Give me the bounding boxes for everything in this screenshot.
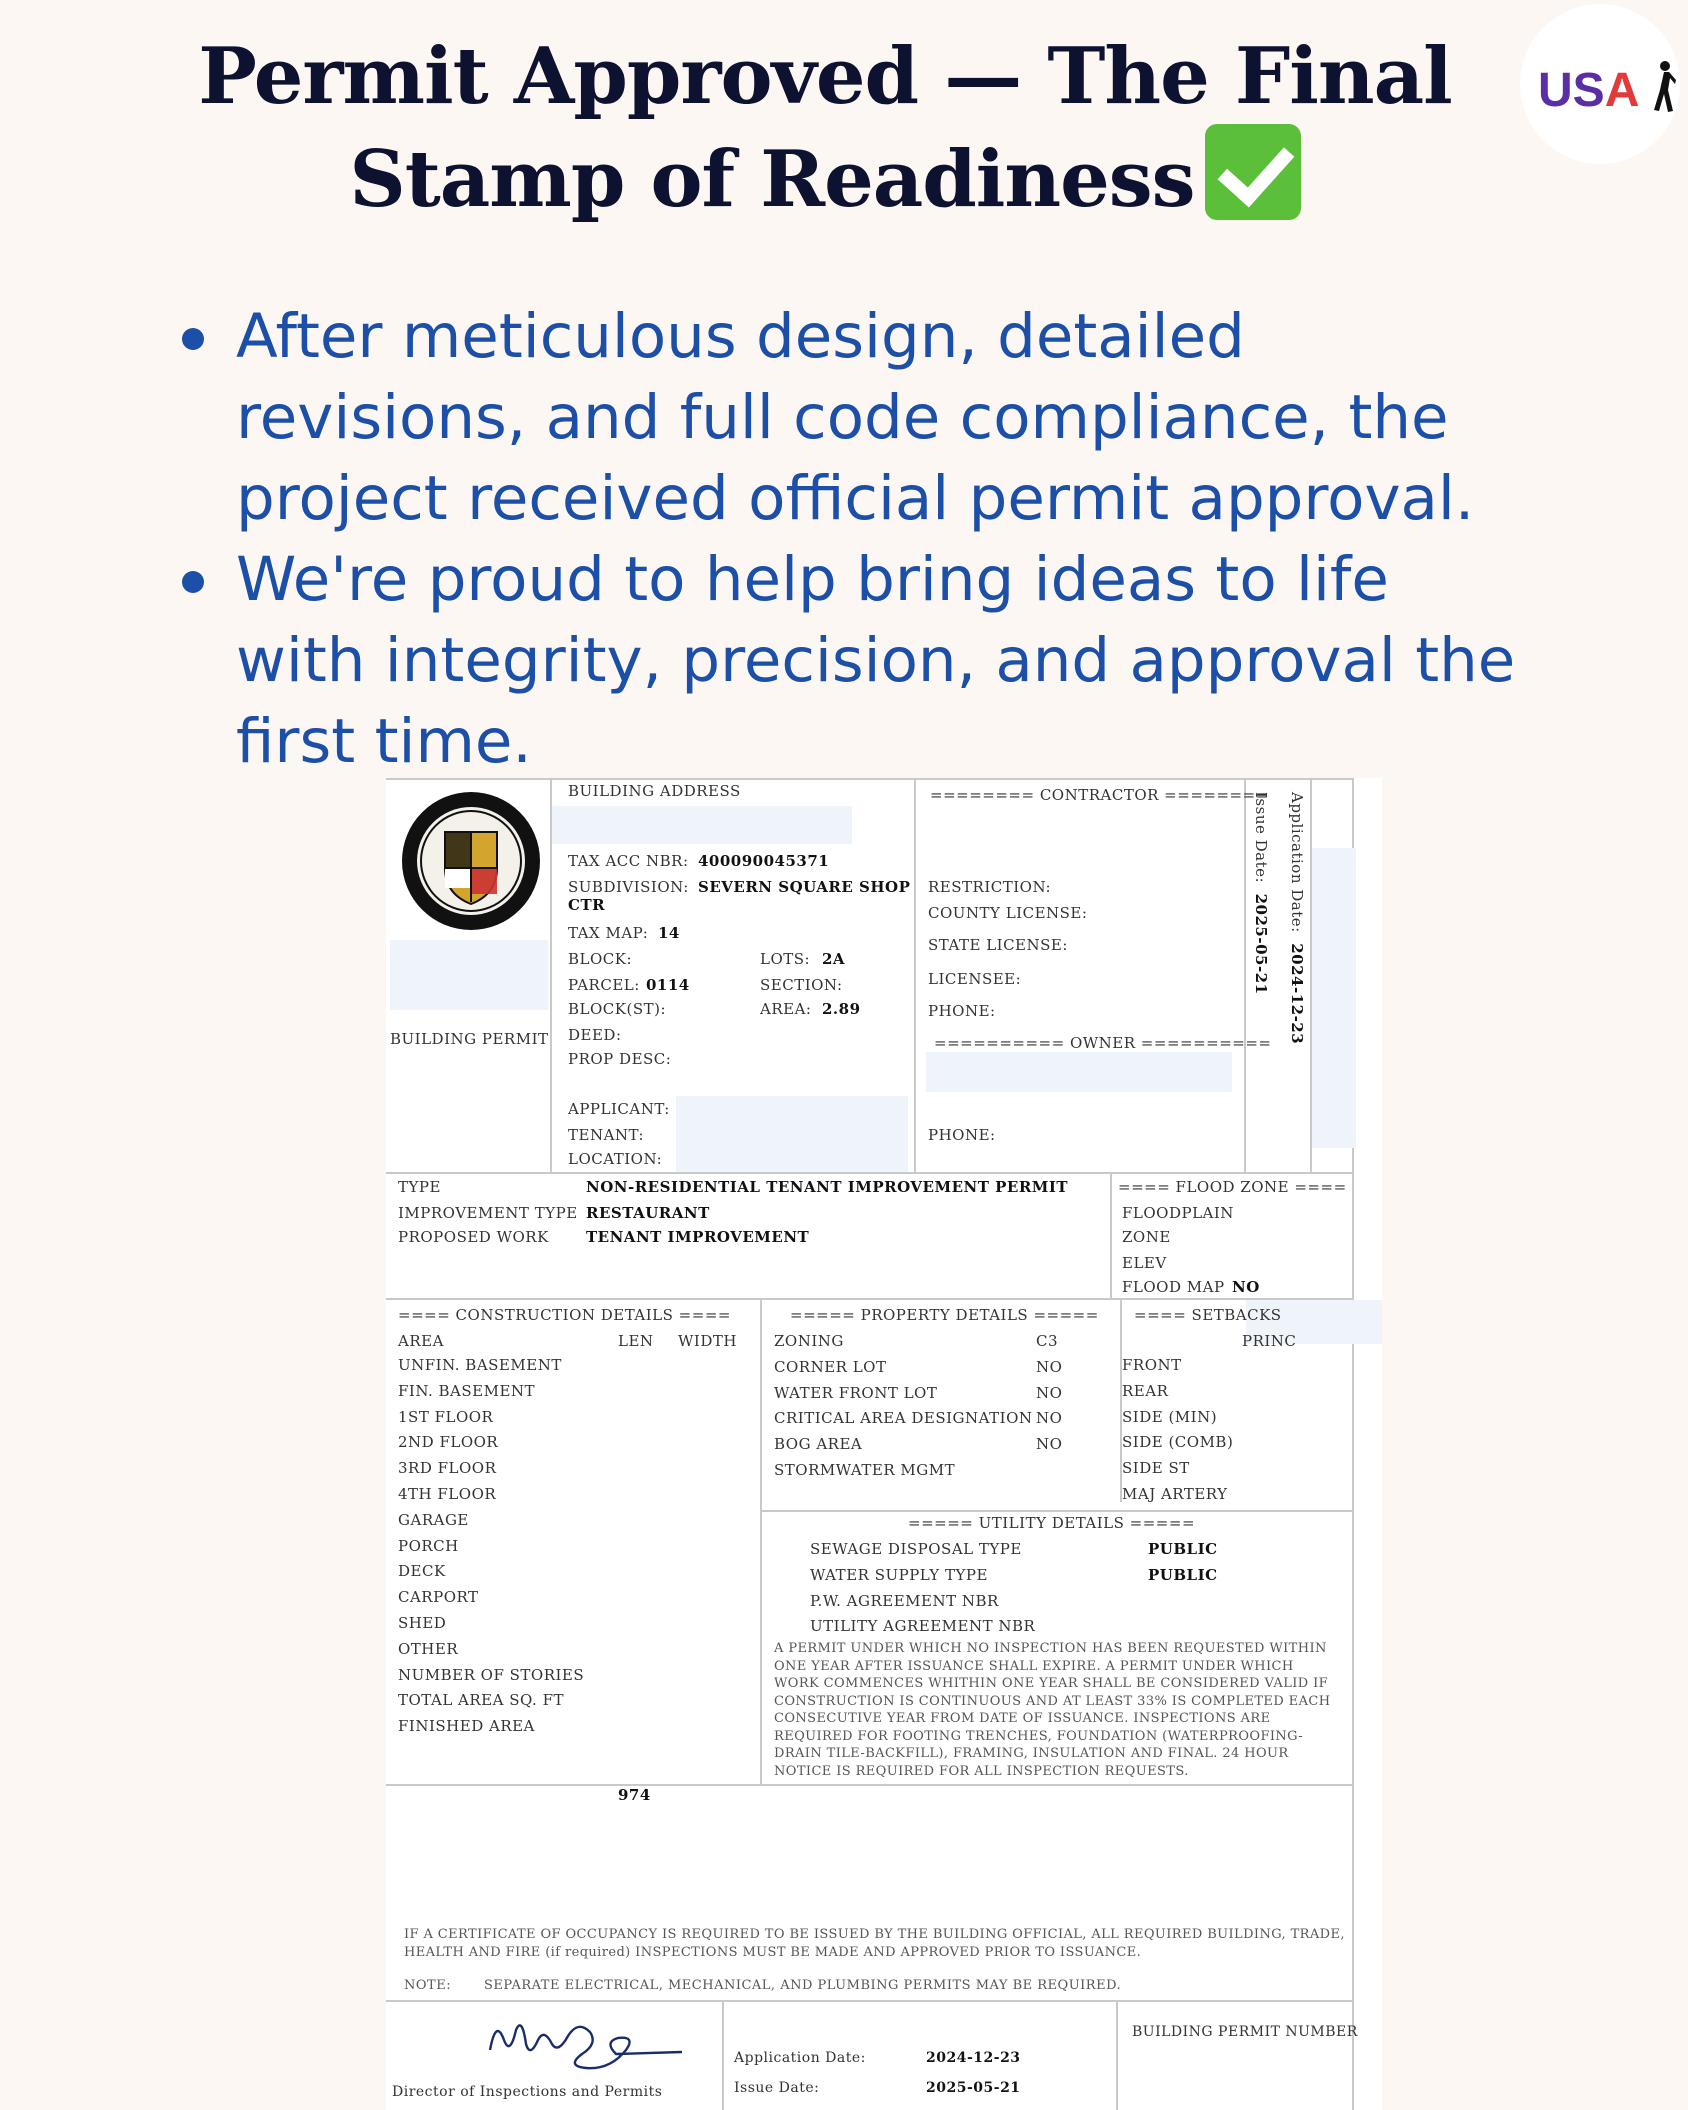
block-label: BLOCK: (568, 950, 633, 968)
setbacks-header: ==== SETBACKS (1134, 1306, 1282, 1324)
parcel-label: PARCEL: (568, 976, 640, 994)
utility-row-label: WATER SUPPLY TYPE (810, 1565, 988, 1584)
lots-label: LOTS: (760, 950, 811, 968)
redacted-address (552, 806, 852, 844)
setbacks-row-label: MAJ ARTERY (1122, 1485, 1228, 1503)
property-row-label: WATER FRONT LOT (774, 1383, 938, 1402)
construction-col-width: WIDTH (678, 1332, 737, 1350)
prop-desc-label: PROP DESC: (568, 1050, 672, 1068)
subdivision-label: SUBDIVISION: (568, 878, 689, 896)
application-date-vertical: Application Date: 2024-12-23 (1288, 792, 1306, 1045)
utility-row-label: UTILITY AGREEMENT NBR (810, 1617, 1036, 1636)
redacted-side (1312, 848, 1356, 1148)
parcel-value: 0114 (646, 976, 690, 994)
state-license-label: STATE LICENSE: (928, 936, 1068, 954)
setbacks-row-label: SIDE ST (1122, 1459, 1190, 1478)
construction-row-label: CARPORT (398, 1588, 479, 1607)
area-value: 2.89 (822, 1000, 861, 1018)
bullet-list (180, 296, 1520, 782)
note-label: NOTE: (404, 1978, 452, 1993)
issue-date-label: Issue Date: (734, 2080, 820, 2096)
tax-acc-value: 400090045371 (698, 852, 830, 870)
bullet-item: We're proud to help bring ideas to life with integrity, precision, and approval the first time. (180, 539, 1520, 782)
property-row-value: NO (1036, 1357, 1063, 1376)
area-label: AREA: (760, 1000, 812, 1018)
setbacks-row-label: SIDE (COMB) (1122, 1433, 1234, 1452)
issue-date-vertical: Issue Date: 2025-05-21 (1252, 792, 1270, 995)
building-permit-number-label: BUILDING PERMIT NUMBER (1132, 2024, 1358, 2040)
building-permit-document (386, 778, 1382, 2110)
flood-zone-header: ==== FLOOD ZONE ==== (1118, 1178, 1347, 1196)
construction-row-label: PORCH (398, 1536, 459, 1555)
proposed-work-value: TENANT IMPROVEMENT (586, 1228, 810, 1246)
applicant-label: APPLICANT: (568, 1100, 670, 1118)
property-row-label: CRITICAL AREA DESIGNATION (774, 1409, 1033, 1428)
construction-row-label: DECK (398, 1562, 446, 1581)
deed-label: DEED: (568, 1026, 622, 1044)
property-row-value: NO (1036, 1409, 1063, 1428)
construction-col-len: LEN (618, 1332, 654, 1350)
utility-header: ===== UTILITY DETAILS ===== (908, 1514, 1196, 1532)
title-line-2: Stamp of Readiness (349, 134, 1195, 225)
expiry-notice: A PERMIT UNDER WHICH NO INSPECTION HAS BEEN REQUESTED WITHIN ONE YEAR AFTER ISSUANCE SHALL EXPIRE. A PERMIT UNDER WHICH WORK COMMENCES WHITHIN ONE YEAR SHALL BE CONSIDERED VALID IF CONSTRUCTION IS CONTINUOUS AND AT LEAST 33% IS COMPLETED EACH CONSECUTIVE YEAR FROM DATE OF ISSUANCE. INSPECTIONS ARE REQUIRED FOR FOOTING TRENCHES, FOUNDATION (WATERPROOFING-DRAIN TILE-BACKFILL), FRAMING, INSULATION AND FINAL. 24 HOUR NOTICE IS REQUIRED FOR ALL INSPECTION REQUESTS. (774, 1641, 1331, 1779)
construction-row-label: 2ND FLOOR (398, 1433, 499, 1452)
restriction-label: RESTRICTION: (928, 878, 1052, 896)
county-license-label: COUNTY LICENSE: (928, 904, 1088, 922)
improvement-type-label: IMPROVEMENT TYPE (398, 1204, 578, 1222)
page-title (120, 30, 1530, 227)
proposed-work-label: PROPOSED WORK (398, 1228, 549, 1246)
application-date-label: Application Date: (734, 2050, 866, 2066)
property-row-label: CORNER LOT (774, 1357, 887, 1376)
lots-value: 2A (822, 950, 846, 968)
subdivision-value: SEVERN SQUARE SHOP (698, 878, 911, 896)
flood-map-label: FLOOD MAP (1122, 1278, 1225, 1296)
property-row-value: NO (1036, 1435, 1063, 1454)
construction-row-label: GARAGE (398, 1510, 469, 1529)
setbacks-row-label: REAR (1122, 1381, 1169, 1400)
construction-row-label: OTHER (398, 1639, 459, 1658)
property-row-label: BOG AREA (774, 1435, 863, 1454)
zone-label: ZONE (1122, 1228, 1171, 1246)
title-line-1: Permit Approved — The Final (198, 31, 1452, 122)
construction-row-label: TOTAL AREA SQ. FT (398, 1691, 564, 1710)
bullet-dot-icon (182, 571, 204, 593)
owner-phone-label: PHONE: (928, 1126, 996, 1144)
utility-row-value: PUBLIC (1148, 1540, 1218, 1558)
property-row-label: ZONING (774, 1332, 844, 1350)
logo-text: USA (1538, 64, 1640, 117)
title-line-2-wrap (120, 124, 1530, 227)
application-date-value: 2024-12-23 (926, 2050, 1021, 2066)
building-address-label: BUILDING ADDRESS (568, 782, 741, 800)
owner-header: ========== OWNER ========== (934, 1034, 1272, 1052)
property-row-value: NO (1036, 1383, 1063, 1402)
licensee-label: LICENSEE: (928, 970, 1022, 988)
construction-row-label: UNFIN. BASEMENT (398, 1356, 562, 1374)
contractor-header: ======== CONTRACTOR ======== (930, 786, 1269, 804)
type-label: TYPE (398, 1178, 441, 1196)
construction-col-area: AREA (398, 1332, 444, 1350)
flood-map-value: NO (1232, 1278, 1260, 1296)
construction-row-label: FIN. BASEMENT (398, 1381, 536, 1400)
usa-logo (1520, 4, 1680, 164)
utility-row-value: PUBLIC (1148, 1565, 1218, 1584)
subdivision-value-cont: CTR (568, 896, 606, 914)
construction-row-label: 3RD FLOOR (398, 1459, 497, 1478)
redacted-block (390, 940, 548, 1010)
building-permit-label: BUILDING PERMIT (390, 1030, 549, 1048)
utility-row-label: SEWAGE DISPOSAL TYPE (810, 1540, 1022, 1558)
construction-row-label: 4TH FLOOR (398, 1485, 497, 1503)
construction-row-label: NUMBER OF STORIES (398, 1665, 585, 1684)
construction-row-label: FINISHED AREA (398, 1717, 535, 1736)
section-label: SECTION: (760, 976, 843, 994)
director-label: Director of Inspections and Permits (392, 2084, 663, 2100)
tenant-label: TENANT: (568, 1126, 645, 1144)
type-value: NON-RESIDENTIAL TENANT IMPROVEMENT PERMIT (586, 1178, 1069, 1196)
total-area-value: 974 (618, 1786, 651, 1804)
block-st-label: BLOCK(ST): (568, 1000, 667, 1018)
setbacks-row-label: SIDE (MIN) (1122, 1407, 1218, 1426)
construction-row-label: 1ST FLOOR (398, 1407, 494, 1426)
bullet-dot-icon (182, 328, 204, 350)
construction-header: ==== CONSTRUCTION DETAILS ==== (398, 1306, 731, 1324)
setbacks-princ-label: PRINC (1242, 1332, 1297, 1350)
setbacks-row-label: FRONT (1122, 1356, 1182, 1374)
property-row-value: C3 (1036, 1332, 1059, 1350)
tax-map-value: 14 (658, 924, 680, 942)
director-signature (486, 2010, 686, 2080)
redacted-applicant (676, 1096, 908, 1172)
certificate-notice: IF A CERTIFICATE OF OCCUPANCY IS REQUIRED TO BE ISSUED BY THE BUILDING OFFICIAL, ALL REQUIRED BUILDING, TRADE, HEALTH AND FIRE (if required) INSPECTIONS MUST BE MADE AND APPROVED PRIOR TO ISSUANCE. (404, 1927, 1345, 1960)
construction-row-label: SHED (398, 1614, 447, 1632)
phone-label: PHONE: (928, 1002, 996, 1020)
location-label: LOCATION: (568, 1150, 663, 1168)
utility-row-label: P.W. AGREEMENT NBR (810, 1591, 999, 1610)
tax-map-label: TAX MAP: (568, 924, 649, 942)
tax-acc-label: TAX ACC NBR: (568, 852, 689, 870)
running-person-icon (1650, 60, 1676, 116)
bullet-item: After meticulous design, detailed revisions, and full code compliance, the project received official permit approval. (180, 296, 1520, 539)
issue-date-value: 2025-05-21 (926, 2080, 1021, 2096)
elev-label: ELEV (1122, 1254, 1167, 1272)
property-header: ===== PROPERTY DETAILS ===== (790, 1306, 1099, 1324)
county-seal-icon (400, 790, 542, 932)
improvement-type-value: RESTAURANT (586, 1204, 710, 1222)
floodplain-label: FLOODPLAIN (1122, 1204, 1234, 1222)
property-row-label: STORMWATER MGMT (774, 1461, 956, 1479)
redacted-owner (926, 1052, 1232, 1092)
note-text: SEPARATE ELECTRICAL, MECHANICAL, AND PLUMBING PERMITS MAY BE REQUIRED. (484, 1978, 1122, 1993)
check-mark-icon (1205, 124, 1301, 220)
